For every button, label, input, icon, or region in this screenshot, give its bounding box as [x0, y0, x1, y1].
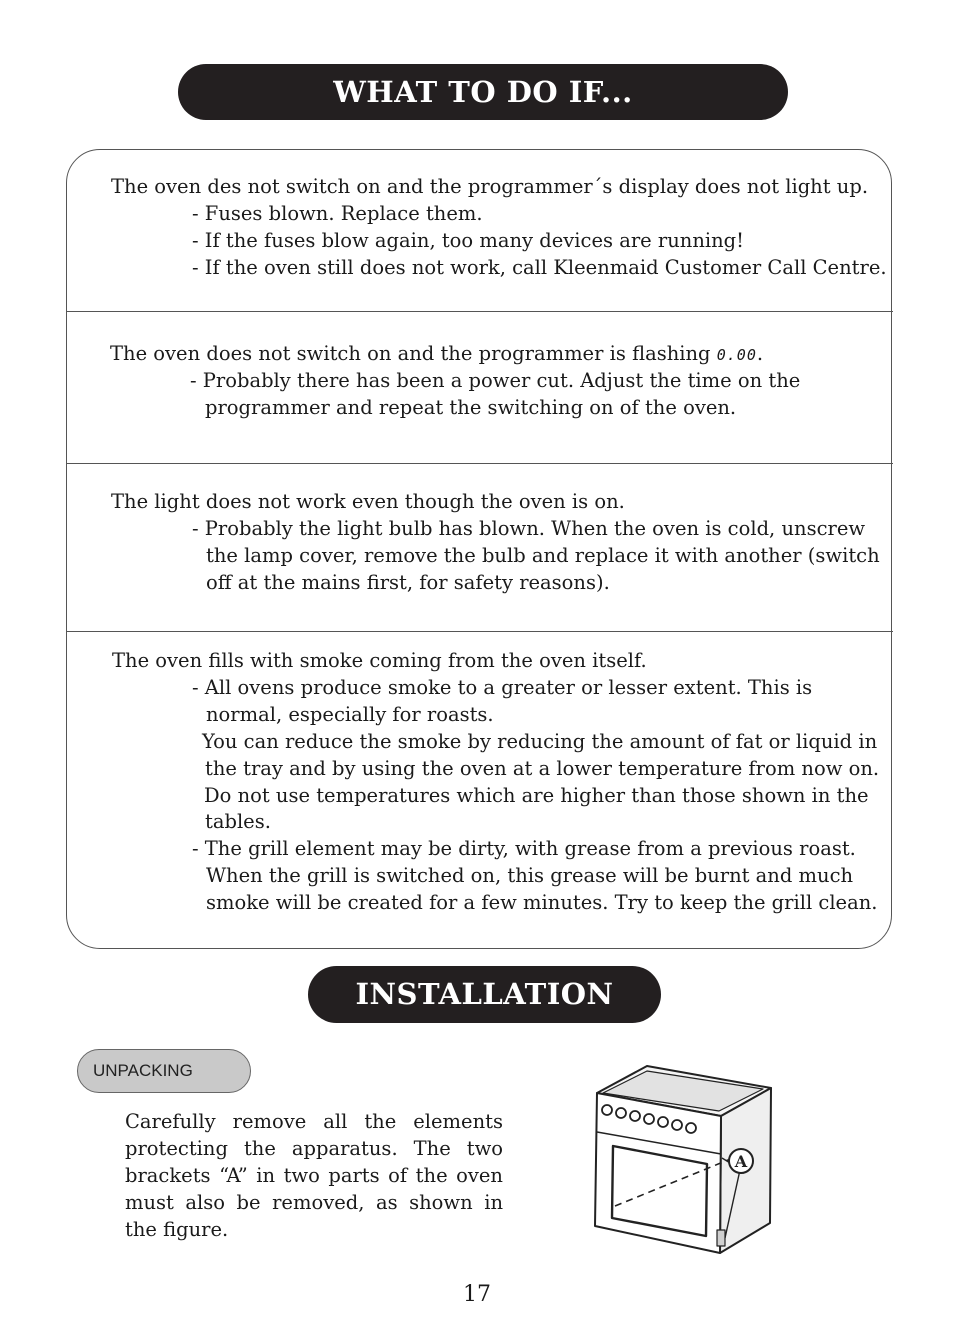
solution-continuation: smoke will be created for a few minutes. Try to keep the grill clean.	[206, 891, 878, 914]
callout-label-a: A	[734, 1152, 748, 1171]
section-divider	[66, 463, 893, 464]
oven-bracket-figure	[585, 1058, 785, 1263]
problem-display-not-lit: The oven des not switch on and the programmer´s display does not light up.	[111, 175, 869, 198]
solution-continuation: programmer and repeat the switching on of the oven.	[205, 396, 737, 419]
display-value: 0.00	[716, 346, 757, 364]
solution-continuation: off at the mains first, for safety reasons).	[206, 571, 610, 594]
problem-programmer-flashing	[110, 340, 763, 369]
solution-line: - The grill element may be dirty, with grease from a previous roast.	[192, 837, 856, 860]
solution-line: - Probably the light bulb has blown. When the oven is cold, unscrew	[192, 517, 866, 540]
problem-suffix: .	[756, 342, 764, 365]
section-divider	[66, 631, 893, 632]
problem-light-not-working: The light does not work even though the oven is on.	[111, 490, 625, 513]
installation-heading: INSTALLATION	[308, 966, 661, 1023]
solution-line: - All ovens produce smoke to a greater or lesser extent. This is	[192, 676, 813, 699]
problem-oven-smoke: The oven fills with smoke coming from the oven itself.	[112, 649, 647, 672]
section-divider	[66, 311, 893, 312]
solution-continuation: normal, especially for roasts.	[206, 703, 494, 726]
solution-continuation: the tray and by using the oven at a lower temperature from now on.	[205, 757, 880, 780]
solution-continuation: When the grill is switched on, this grease will be burnt and much	[206, 864, 854, 887]
solution-line: - Fuses blown. Replace them.	[192, 202, 483, 225]
solution-continuation: the lamp cover, remove the bulb and replace it with another (switch	[206, 544, 880, 567]
solution-line: - Probably there has been a power cut. Adjust the time on the	[190, 369, 801, 392]
what-to-do-if-heading: WHAT TO DO IF...	[178, 64, 788, 120]
page-number: 17	[463, 1282, 491, 1307]
solution-line: - If the oven still does not work, call Kleenmaid Customer Call Centre.	[192, 256, 887, 279]
unpacking-instructions: Carefully remove all the elements protecting the apparatus. The two brackets “A” in two parts of the oven must also be removed, as shown in the figure.	[125, 1110, 503, 1241]
unpacking-subheading: UNPACKING	[77, 1049, 251, 1093]
solution-continuation: tables.	[205, 810, 271, 833]
solution-continuation: You can reduce the smoke by reducing the amount of fat or liquid in	[202, 730, 878, 753]
solution-continuation: Do not use temperatures which are higher than those shown in the	[204, 784, 869, 807]
solution-line: - If the fuses blow again, too many devices are running!	[192, 229, 744, 252]
problem-text: The oven does not switch on and the programmer is flashing	[110, 342, 717, 365]
